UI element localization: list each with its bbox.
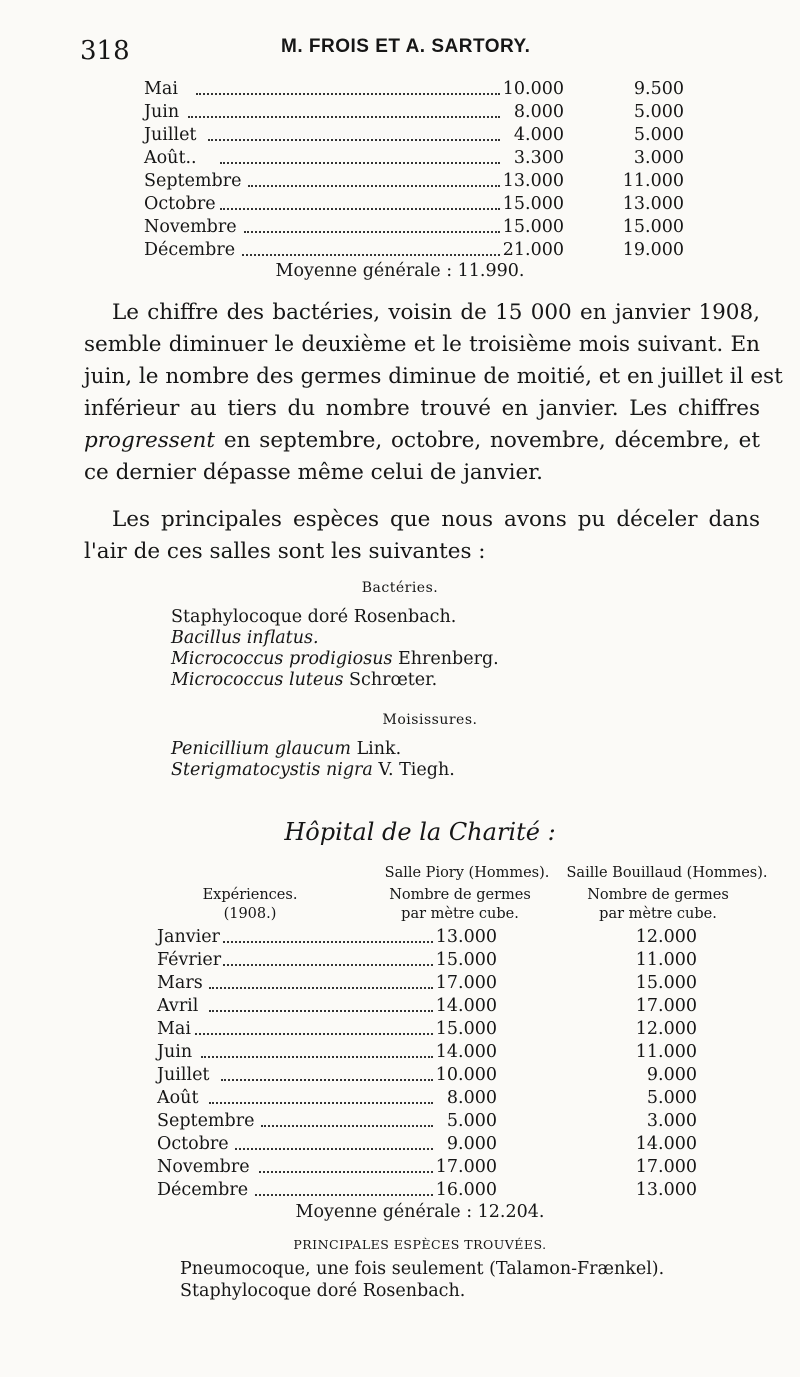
species-found-list	[180, 1258, 664, 1302]
month-label: Juillet	[157, 1065, 210, 1085]
month-label: Août	[157, 1088, 199, 1108]
species-text: Link.	[351, 739, 402, 759]
count-value: 9.000	[646, 1065, 697, 1085]
count-value: 3.300	[513, 148, 564, 168]
table-row	[144, 216, 684, 238]
table-row	[144, 170, 684, 192]
month-label: Avril	[157, 996, 199, 1016]
table-row	[157, 1133, 697, 1155]
species-text: Schrœter.	[343, 670, 438, 690]
list-item	[171, 760, 455, 781]
table-row	[157, 1087, 697, 1109]
month-label: Juin	[157, 1042, 193, 1062]
count-value: 14.000	[635, 1134, 697, 1154]
count-value: 12.000	[635, 927, 697, 947]
paragraph-line: juin, le nombre des germes diminue de moitié, et en juillet il est	[84, 364, 783, 389]
count-value: 13.000	[435, 927, 497, 947]
count-value: 17.000	[635, 996, 697, 1016]
column-header-salle-piory: Salle Piory (Hommes).	[384, 865, 550, 881]
count-value: 5.000	[446, 1111, 497, 1131]
species-found-heading: PRINCIPALES ESPÈCES TROUVÉES.	[293, 1237, 547, 1252]
species-text: Ehrenberg.	[392, 649, 499, 669]
count-value: 3.000	[633, 148, 684, 168]
count-value: 11.000	[635, 1042, 697, 1062]
table-row	[157, 1041, 697, 1063]
column-header-experiences: Expériences.	[202, 887, 298, 903]
table-row	[144, 78, 684, 100]
count-value: 15.000	[622, 217, 684, 237]
month-label: Novembre	[144, 217, 237, 237]
paragraph-line: semble diminuer le deuxième et le troisième mois suivant. En	[84, 332, 760, 357]
column-subheader: Nombre de germes	[587, 887, 729, 903]
count-value: 17.000	[635, 1157, 697, 1177]
list-item: Staphylocoque doré Rosenbach.	[180, 1281, 466, 1301]
count-value: 15.000	[635, 973, 697, 993]
species-italic: Micrococcus luteus	[171, 670, 344, 690]
table-average: Moyenne générale : 11.990.	[275, 261, 525, 281]
month-label: Septembre	[144, 171, 242, 191]
paragraph-line: Les principales espèces que nous avons pu déceler dans	[112, 507, 760, 532]
table-row	[157, 926, 697, 948]
count-value: 13.000	[502, 171, 564, 191]
month-label: Mai	[144, 79, 178, 99]
table-row	[144, 147, 684, 169]
count-value: 14.000	[435, 1042, 497, 1062]
table-row	[157, 972, 697, 994]
count-value: 13.000	[635, 1180, 697, 1200]
count-value: 5.000	[633, 102, 684, 122]
month-label: Octobre	[144, 194, 216, 214]
species-text: Staphylocoque doré Rosenbach.	[171, 607, 457, 627]
emphasis: progressent	[84, 428, 216, 453]
count-value: 17.000	[435, 973, 497, 993]
species-italic: Sterigmatocystis nigra	[171, 760, 373, 780]
month-label: Décembre	[144, 240, 236, 260]
month-label: Septembre	[157, 1111, 255, 1131]
table-average: Moyenne générale : 12.204.	[295, 1202, 545, 1222]
month-label: Août..	[144, 148, 197, 168]
month-label: Février	[157, 950, 222, 970]
column-subheader: par mètre cube.	[599, 906, 717, 922]
count-value: 3.000	[646, 1111, 697, 1131]
count-value: 12.000	[635, 1019, 697, 1039]
month-label: Mars	[157, 973, 203, 993]
count-value: 16.000	[435, 1180, 497, 1200]
list-item: Pneumocoque, une fois seulement (Talamon-Frænkel).	[180, 1259, 665, 1279]
count-value: 10.000	[435, 1065, 497, 1085]
count-value: 17.000	[435, 1157, 497, 1177]
species-list	[171, 607, 499, 691]
moulds-heading: Moisissures.	[382, 712, 478, 728]
species-italic: Penicillium glaucum	[171, 739, 351, 759]
paragraph-line: Le chiffre des bactéries, voisin de 15 000 en janvier 1908,	[112, 300, 760, 325]
column-subheader: Nombre de germes	[389, 887, 531, 903]
column-header-salle-bouillaud: Saille Bouillaud (Hommes).	[566, 865, 768, 881]
table-row	[157, 1179, 697, 1201]
count-value: 14.000	[435, 996, 497, 1016]
list-item	[171, 628, 499, 649]
month-label: Janvier	[157, 927, 220, 947]
count-value: 15.000	[435, 1019, 497, 1039]
count-value: 11.000	[635, 950, 697, 970]
month-label: Juillet	[144, 125, 197, 145]
count-value: 15.000	[435, 950, 497, 970]
table-row	[144, 101, 684, 123]
species-italic: Bacillus inflatus.	[171, 628, 319, 648]
month-label: Juin	[144, 102, 180, 122]
table-row	[157, 1064, 697, 1086]
table-row	[144, 193, 684, 215]
column-header-year: (1908.)	[223, 906, 277, 922]
running-title: M. FROIS ET A. SARTORY.	[281, 36, 531, 57]
table-row	[157, 1156, 697, 1178]
table-row	[157, 1110, 697, 1132]
table-row	[157, 995, 697, 1017]
species-italic: Micrococcus prodigiosus	[171, 649, 393, 669]
table-row	[157, 1018, 697, 1040]
month-label: Octobre	[157, 1134, 229, 1154]
page-number: 318	[80, 36, 130, 66]
table-row	[157, 949, 697, 971]
count-value: 8.000	[446, 1088, 497, 1108]
count-value: 8.000	[513, 102, 564, 122]
paragraph-line	[84, 425, 760, 457]
list-item	[171, 649, 499, 670]
paragraph-line: l'air de ces salles sont les suivantes :	[84, 539, 486, 564]
table-row	[144, 124, 684, 146]
list-item	[171, 670, 499, 691]
list-item	[171, 607, 499, 628]
paragraph-line: ce dernier dépasse même celui de janvier.	[84, 460, 544, 485]
count-value: 11.000	[622, 171, 684, 191]
species-list	[171, 739, 455, 781]
table-row	[144, 239, 684, 261]
paragraph-line: inférieur au tiers du nombre trouvé en janvier. Les chiffres	[84, 396, 760, 421]
month-label: Décembre	[157, 1180, 249, 1200]
month-label: Novembre	[157, 1157, 250, 1177]
count-value: 9.500	[633, 79, 684, 99]
list-item	[171, 739, 455, 760]
count-value: 9.000	[446, 1134, 497, 1154]
month-label: Mai	[157, 1019, 191, 1039]
count-value: 5.000	[633, 125, 684, 145]
section-heading: Hôpital de la Charité :	[284, 818, 556, 846]
count-value: 13.000	[622, 194, 684, 214]
paragraph-line-rest: en septembre, octobre, novembre, décembre, et	[223, 428, 760, 453]
count-value: 19.000	[622, 240, 684, 260]
count-value: 15.000	[502, 217, 564, 237]
count-value: 5.000	[646, 1088, 697, 1108]
body-paragraph	[84, 297, 783, 489]
body-paragraph	[84, 504, 760, 568]
column-subheader: par mètre cube.	[401, 906, 519, 922]
count-value: 21.000	[502, 240, 564, 260]
species-text: V. Tiegh.	[372, 760, 455, 780]
count-value: 10.000	[502, 79, 564, 99]
count-value: 4.000	[513, 125, 564, 145]
bacteria-heading: Bactéries.	[361, 580, 439, 596]
count-value: 15.000	[502, 194, 564, 214]
